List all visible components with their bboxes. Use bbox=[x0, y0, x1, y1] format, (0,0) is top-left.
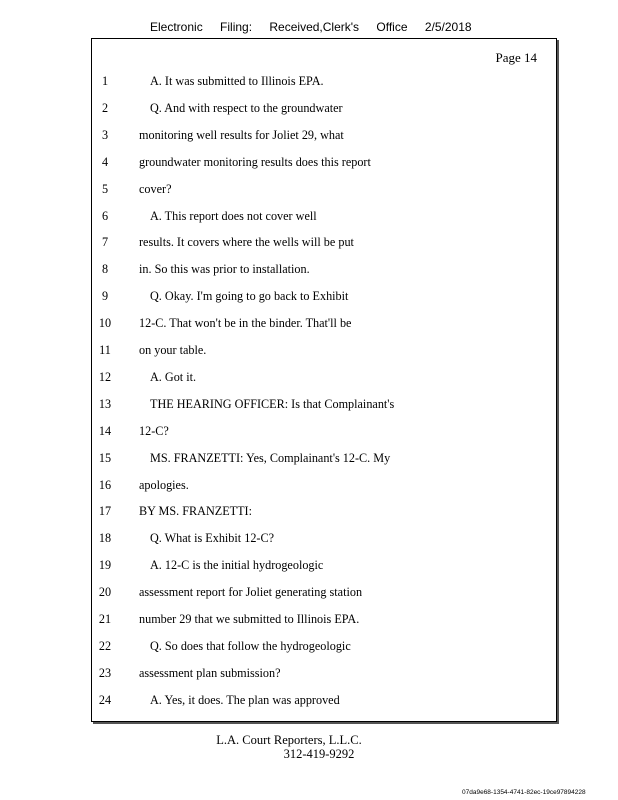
reporter-phone: 312-419-9292 bbox=[283, 747, 355, 761]
line-number: 5 bbox=[101, 181, 109, 196]
line-text: assessment plan submission? bbox=[139, 665, 281, 680]
line-text: number 29 that we submitted to Illinois EPA. bbox=[139, 612, 360, 626]
page-footer bbox=[0, 733, 618, 761]
line-text: A. It was submitted to Illinois EPA. bbox=[150, 74, 324, 88]
line-number: 23 bbox=[98, 665, 112, 680]
line-text: on your table. bbox=[139, 343, 207, 357]
line-number: 24 bbox=[98, 692, 112, 707]
line-number: 3 bbox=[101, 127, 109, 142]
line-text: assessment report for Joliet generating station bbox=[139, 585, 363, 600]
reporter-firm: L.A. Court Reporters, L.L.C. bbox=[216, 733, 362, 747]
line-number: 1 bbox=[101, 74, 109, 88]
filing-stamp-part: Filing: bbox=[220, 20, 253, 34]
line-number: 2 bbox=[101, 100, 109, 115]
line-text: A. 12-C is the initial hydrogeologic bbox=[150, 558, 324, 573]
line-text: Q. And with respect to the groundwater bbox=[150, 100, 343, 115]
line-number: 21 bbox=[98, 612, 112, 626]
line-text: A. Yes, it does. The plan was approved bbox=[150, 692, 340, 707]
line-number: 18 bbox=[98, 531, 112, 546]
line-number: 8 bbox=[101, 262, 109, 277]
filing-stamp-part: 2/5/2018 bbox=[424, 20, 472, 34]
line-text: 12-C? bbox=[139, 423, 169, 438]
line-number: 17 bbox=[98, 504, 112, 519]
line-number: 19 bbox=[98, 558, 112, 573]
line-text: A. Got it. bbox=[150, 369, 197, 384]
line-text: A. This report does not cover well bbox=[150, 208, 317, 223]
filing-stamp-header bbox=[150, 20, 486, 34]
document-id: 07da9e68-1354-4741-82ec-19ce97894228 bbox=[462, 789, 586, 796]
line-text: MS. FRANZETTI: Yes, Complainant's 12-C. My bbox=[150, 450, 391, 465]
line-text: monitoring well results for Joliet 29, what bbox=[139, 127, 344, 142]
line-number: 11 bbox=[99, 343, 111, 357]
line-number: 16 bbox=[98, 477, 112, 492]
line-text: cover? bbox=[139, 181, 172, 196]
line-number: 6 bbox=[101, 208, 109, 223]
filing-stamp-part: Electronic bbox=[150, 20, 203, 34]
filing-stamp-part: Office bbox=[376, 20, 408, 34]
line-text: Q. So does that follow the hydrogeologic bbox=[150, 638, 351, 653]
line-number: 4 bbox=[101, 154, 109, 169]
line-number: 20 bbox=[98, 585, 112, 600]
line-text: Q. What is Exhibit 12-C? bbox=[150, 531, 275, 546]
line-number: 12 bbox=[98, 369, 112, 384]
line-number: 9 bbox=[101, 289, 109, 304]
line-number: 10 bbox=[98, 316, 112, 331]
line-number: 7 bbox=[101, 235, 109, 250]
line-text: results. It covers where the wells will be put bbox=[139, 235, 354, 250]
line-number: 22 bbox=[98, 638, 112, 653]
line-text: apologies. bbox=[139, 477, 189, 492]
line-number: 15 bbox=[98, 450, 112, 465]
line-text: in. So this was prior to installation. bbox=[139, 262, 310, 277]
line-number: 13 bbox=[98, 396, 112, 411]
line-text: Q. Okay. I'm going to go back to Exhibit bbox=[150, 289, 349, 304]
line-text: 12-C. That won't be in the binder. That'll be bbox=[139, 316, 352, 331]
line-text: THE HEARING OFFICER: Is that Complainant's bbox=[150, 396, 395, 411]
line-number: 14 bbox=[98, 423, 112, 438]
filing-stamp-part: Received,Clerk's bbox=[269, 20, 360, 34]
page-number: Page 14 bbox=[495, 50, 537, 65]
line-text: BY MS. FRANZETTI: bbox=[139, 504, 252, 519]
line-text: groundwater monitoring results does this report bbox=[139, 154, 371, 169]
